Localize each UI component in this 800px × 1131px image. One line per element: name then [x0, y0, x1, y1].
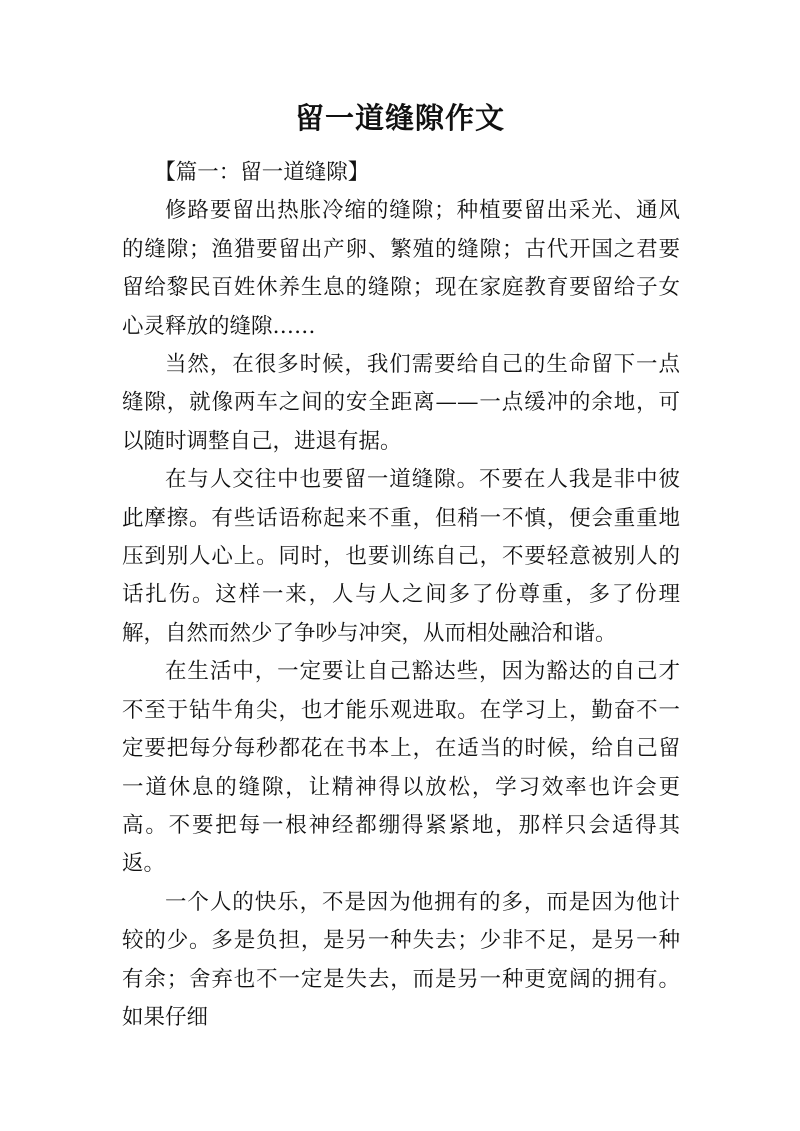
paragraph: 当然，在很多时候，我们需要给自己的生命留下一点缝隙，就像两车之间的安全距离——一点缓冲的余地，可以随时调整自己，进退有据。 — [122, 352, 680, 454]
document-body — [122, 154, 680, 1037]
paragraph: 一个人的快乐，不是因为他拥有的多，而是因为他计较的少。多是负担，是另一种失去；少非不足，是另一种有余；舍弃也不一定是失去，而是另一种更宽阔的拥有。如果仔细 — [122, 889, 680, 1030]
paragraph: 在生活中，一定要让自己豁达些，因为豁达的自己才不至于钻牛角尖，也才能乐观进取。在学习上，勤奋不一定要把每分每秒都花在书本上，在适当的时候，给自己留一道休息的缝隙，让精神得以放松，学习效率也许会更高。不要把每一根神经都绷得紧紧地，那样只会适得其返。 — [122, 659, 680, 877]
paragraph: 修路要留出热胀冷缩的缝隙；种植要留出采光、通风的缝隙；渔猎要留出产卵、繁殖的缝隙；古代开国之君要留给黎民百姓休养生息的缝隙；现在家庭教育要留给子女心灵释放的缝隙…… — [122, 198, 680, 339]
paragraph: 在与人交往中也要留一道缝隙。不要在人我是非中彼此摩擦。有些话语称起来不重，但稍一不慎，便会重重地压到别人心上。同时，也要训练自己，不要轻意被别人的话扎伤。这样一来，人与人之间多了份尊重，多了份理解，自然而然少了争吵与冲突，从而相处融洽和谐。 — [122, 467, 680, 646]
document-title: 留一道缝隙作文 — [294, 101, 505, 135]
section-heading: 【篇一：留一道缝隙】 — [154, 160, 370, 185]
